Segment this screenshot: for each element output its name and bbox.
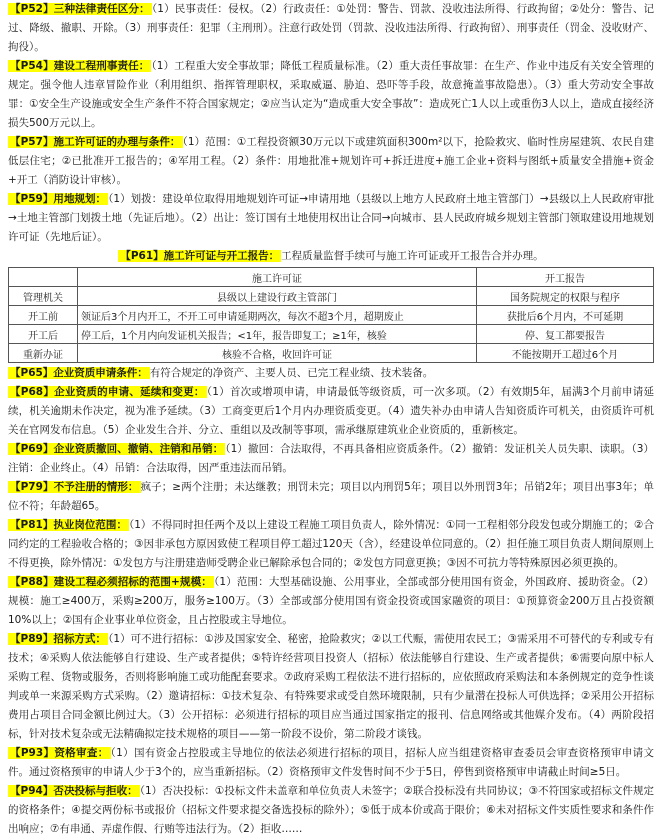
section-text: （1）否决投标：①投标文件未盖章和单位负责人未签字；②联合投标没有共同协议；③不符国家或招标文件规定的资格条件；④提交两份标书或报价（招标文件要求提交备选投标的除外）；⑤低于成本价或高于限价；⑥未对招标文件实质性要求和条件作出响应；⑦有串通、弄虚作假、行贿等违法行为。（2）拒收…… <box>8 785 655 835</box>
table-cell: 领证后3个月内开工，不开工可申请延期两次，每次不超3个月，超期废止 <box>78 306 477 325</box>
table-cell: 国务院规定的权限与程序 <box>477 287 654 306</box>
section-p93 <box>8 744 654 782</box>
section-tag: 【P89】招标方式： <box>10 633 107 645</box>
column-header: 施工许可证 <box>78 268 477 287</box>
section-text: （1）可不进行招标：①涉及国家安全、秘密，抢险救灾；②以工代赈，需使用农民工；③需采用不可替代的专利或专有技术；④采购人依法能够自行建设、生产或者提供；⑤特许经营项目投资人（招标）依法能够自行建设、生产或者提供；⑥需要向原中标人采购工程、货物或服务，否则将影响施工或功能配套要求。⑦政府采购工程依法不进行招标的，应依照政府采购法和本条例规定的竞争性谈判或单一来源采购方式采购。（2）邀请招标：①技术复杂、有特殊要求或受自然环境限制，只有少量潜在投标人可供选择；②采用公开招标费用占项目合同金额比例过大。（3）公开招标：必须进行招标的项目应当通过国家指定的报刊、信息网络或其他媒介发布。（4）两阶段招标，针对技术复杂或无法精确拟定技术规格的项目——第一阶段不设价，第二阶段才谈钱。 <box>8 633 654 740</box>
section-tag: 【P61】施工许可证与开工报告： <box>120 250 280 262</box>
table-header-row <box>9 268 654 287</box>
table-cell: 停、复工都要报告 <box>477 325 654 344</box>
section-p68 <box>8 383 654 440</box>
section-text: 疯子；≥两个注册；未达继教；刑罚未完；项目以内刑罚5年；项目以外刑罚3年；吊销2年；项目出事3年；单位不符；年龄超65。 <box>8 481 654 512</box>
section-p61 <box>8 247 654 266</box>
table-cell: 获批后6个月内，不可延期 <box>477 306 654 325</box>
table-row <box>9 325 654 344</box>
section-text: （1）撤回：合法取得，不再具备相应资质条件。（2）撤销：发证机关人员失职、读职。（3）注销：企业终止。（4）吊销：合法取得，因严重违法而吊销。 <box>8 443 654 474</box>
section-p54 <box>8 57 654 133</box>
table-cell: 县级以上建设行政主管部门 <box>78 287 477 306</box>
section-tag: 【P52】三种法律责任区分： <box>10 3 150 15</box>
section-p88 <box>8 573 654 630</box>
section-tag: 【P88】建设工程必须招标的范围+规模： <box>10 576 212 588</box>
section-text: （1）首次或增项申请，申请最低等级资质，可一次多项。（2）有效期5年，届满3个月前申请延续，机关逾期未作决定，视为准予延续。（3）工商变更后1个月内办理资质变更。（4）遗失补办由申请人告知资质许可机关，由资质许可机关在官网发布信息。（5）企业发生合并、分立、重组以及改制等事项，需承继原建筑业企业资质的，重新核定。 <box>8 386 654 436</box>
section-text: 工程质量监督手续可与施工许可证或开工报告合并办理。 <box>281 250 544 262</box>
section-tag: 【P65】企业资质申请条件： <box>10 367 148 379</box>
row-header: 管理机关 <box>9 287 78 306</box>
row-header: 开工后 <box>9 325 78 344</box>
section-text: （1）范围：大型基础设施、公用事业，全部或部分使用国有资金，外国政府、援助资金。（2）规模：施工≥400万，采购≥200万，服务≥100万。（3）全部或部分使用国有资金投资或国家融资的项目：①预算资金200万且占投资额10%以上；②国有企业事业单位资金，且占控股或主导地位。 <box>8 576 654 626</box>
section-tag: 【P54】建设工程刑事责任： <box>10 60 150 72</box>
section-p69 <box>8 440 654 478</box>
section-text: （1）工程重大安全事故罪；降低工程质量标准。（2）重大责任事故罪：在生产、作业中违反有关安全管理的规定。强令他人违章冒险作业（利用组织、指挥管理职权，采取威逼、胁迫、恐吓等手段，故意掩盖事故隐患）。（3）重大劳动安全事故罪：①安全生产设施或安全生产条件不符合国家规定；②应当认定为“造成重大安全事故”：造成死亡1人以上或重伤3人以上，造成直接经济损失500万元以上。 <box>8 60 654 129</box>
section-text: （1）范围：①工程投资额30万元以下或建筑面积300m²以下，抢险救灾、临时性房屋建筑、农民自建低层住宅；②已批准开工报告的；④军用工程。（2）条件：用地批准+规划许可+拆迁进度+施工企业+资料与图纸+质量安全措施+资金+开工（消防设计审核）。 <box>8 136 654 186</box>
section-tag: 【P57】施工许可证的办理与条件： <box>10 136 181 148</box>
table-cell: 核验不合格，收回许可证 <box>78 344 477 363</box>
section-tag: 【P81】执业岗位范围： <box>10 519 127 531</box>
section-p65 <box>8 364 654 383</box>
section-tag: 【P79】不予注册的情形： <box>10 481 139 493</box>
table-row <box>9 287 654 306</box>
table-cell: 停工后，1个月内向发证机关报告；<1年，报告即复工；≥1年，核验 <box>78 325 477 344</box>
table-cell: 不能按期开工超过6个月 <box>477 344 654 363</box>
section-tag: 【P93】资格审查： <box>10 747 109 759</box>
row-header: 重新办证 <box>9 344 78 363</box>
section-p57 <box>8 133 654 190</box>
row-header: 开工前 <box>9 306 78 325</box>
section-tag: 【P68】企业资质的申请、延续和变更： <box>10 386 205 398</box>
column-header: 开工报告 <box>477 268 654 287</box>
section-tag: 【P94】否决投标与拒收： <box>10 785 138 797</box>
section-text: （1）民事责任：侵权。（2）行政责任：①处罚：警告、罚款、没收违法所得、行政拘留；②处分：警告、记过、降级、撤职、开除。（3）刑事责任：犯罪（主刑刑）。注意行政处罚（罚款、没收违法所得、行政拘留）、刑事责任（罚金、没收财产、拘役）。 <box>8 3 654 53</box>
section-p59 <box>8 190 654 247</box>
section-p79 <box>8 478 654 516</box>
section-p52 <box>8 0 654 57</box>
section-text: 有符合规定的净资产、主要人员、已完工程业绩、技术装备。 <box>149 367 434 379</box>
permit-comparison-table <box>8 267 654 363</box>
section-text: （1）国有资金占控股或主导地位的依法必须进行招标的项目，招标人应当组建资格审查委员会审查资格预审申请文件。通过资格预审的申请人少于3个的，应当重新招标。（2）资格预审文件发售时间不少于5日，停售到资格预审申请截止时间≥5日。 <box>8 747 654 778</box>
table-corner-cell <box>9 268 78 287</box>
section-p81 <box>8 516 654 573</box>
section-p89 <box>8 630 654 744</box>
section-tag: 【P69】企业资质撤回、撤销、注销和吊销： <box>10 443 224 455</box>
section-text: （1）不得同时担任两个及以上建设工程施工项目负责人，除外情况：①同一工程相邻分段发包或分期施工的；②合同约定的工程验收合格的；③因非承包方原因致使工程项目停工超过120天（含），经建设单位同意的。（2）担任施工项目负责人期间原则上不得更换，除外情况：①发包方与注册建造师受聘企业已解除承包合同的；②发包方同意更换；③因不可抗力等特殊原因必须更换的。 <box>8 519 654 569</box>
section-p94 <box>8 782 654 839</box>
section-text: （1）划拨：建设单位取得用地规划许可证→申请用地（县级以上地方人民政府土地主管部门）→县级以上人民政府审批→土地主管部门划拨土地（先证后地）。（2）出让：签订国有土地使用权出让合同→向城市、县人民政府城乡规划主管部门领取建设用地规划许可证（先地后证）。 <box>8 193 655 243</box>
table-row <box>9 306 654 325</box>
section-tag: 【P59】用地规划： <box>10 193 107 205</box>
table-row <box>9 344 654 363</box>
